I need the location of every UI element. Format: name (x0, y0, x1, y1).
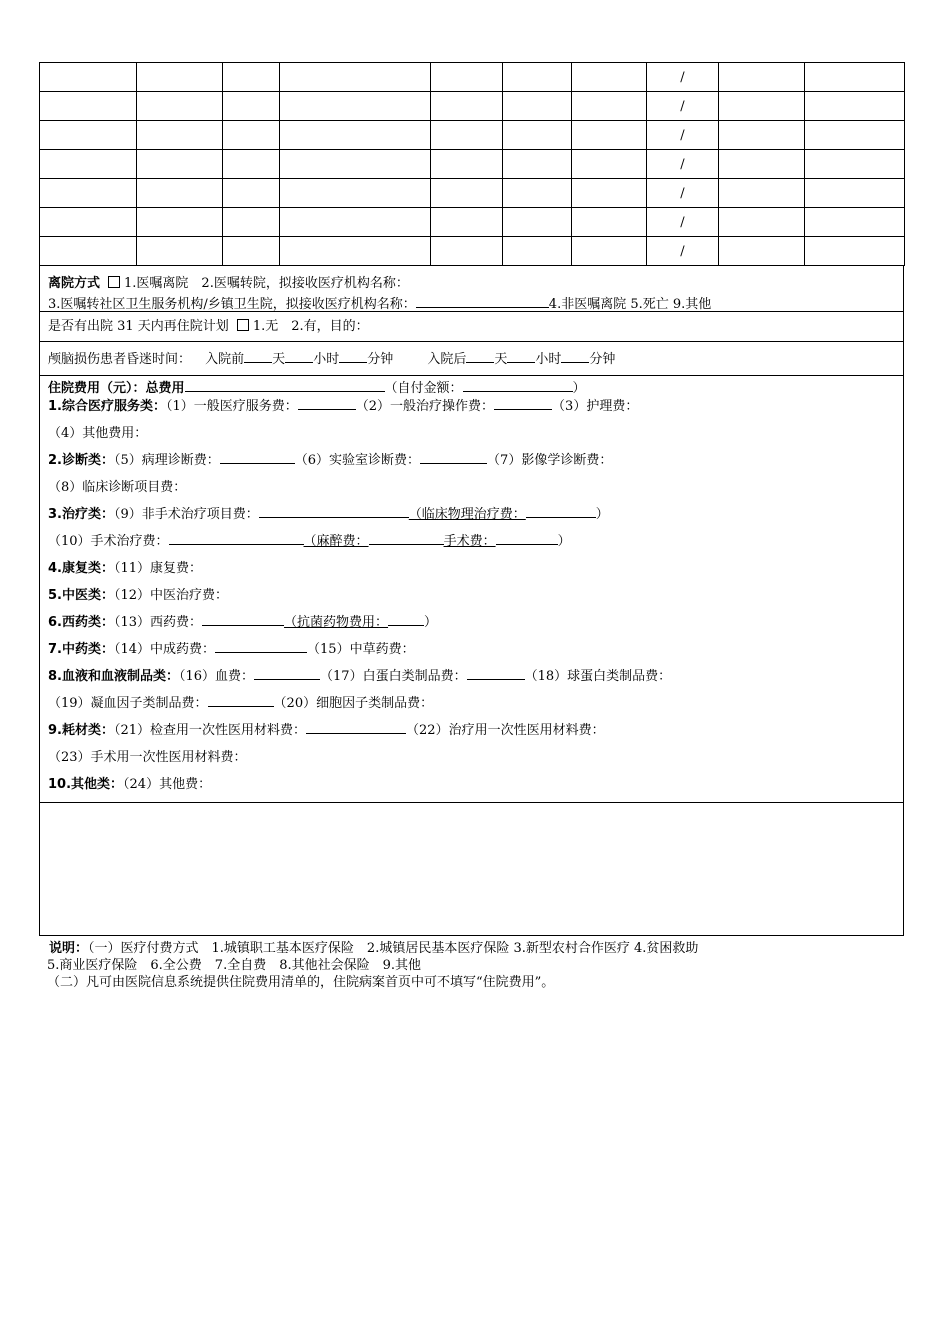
table-cell[interactable] (223, 150, 280, 179)
table-cell[interactable] (223, 63, 280, 92)
table-cell[interactable] (503, 208, 572, 237)
unit-day: 天 (494, 352, 508, 367)
self-pay-label: （自付金额： (384, 381, 463, 396)
table-cell[interactable] (280, 237, 431, 266)
exam-material-fee-field[interactable] (306, 718, 406, 734)
table-row (40, 179, 905, 208)
physical-therapy-fee-field[interactable] (526, 502, 596, 518)
pathology-fee-field[interactable] (220, 448, 295, 464)
table-cell[interactable] (719, 92, 805, 121)
unit-minute: 分钟 (589, 352, 616, 367)
fee-label: （24）其他费： (123, 777, 212, 792)
coma-after-days[interactable] (466, 347, 494, 363)
fee-label: （18）球蛋白类制品费： (524, 669, 672, 684)
discharge-options-2: 3.医嘱转社区卫生服务机构/乡镇卫生院，拟接收医疗机构名称： (48, 297, 416, 312)
unit-minute: 分钟 (367, 352, 394, 367)
paren-close: ） (595, 507, 609, 522)
fee-label: （7）影像学诊断费： (487, 453, 613, 468)
table-cell[interactable] (572, 121, 647, 150)
western-medicine-fee-field[interactable] (202, 610, 284, 626)
fee-label: （22）治疗用一次性医用材料费： (406, 723, 605, 738)
fee-label: （16）血费： (178, 669, 255, 684)
self-pay-field[interactable] (463, 376, 573, 392)
anesthesia-fee-field[interactable] (369, 529, 444, 545)
table-cell[interactable] (719, 63, 805, 92)
table-cell[interactable] (719, 208, 805, 237)
table-cell[interactable] (223, 179, 280, 208)
category-3-label: 3.治疗类： (48, 507, 114, 522)
operation-table (39, 62, 905, 266)
table-cell[interactable] (719, 237, 805, 266)
notes-line-2: 5.商业医疗保险 6.全公费 7.全自费 8.其他社会保险 9.其他 (47, 958, 422, 973)
unit-hour: 小时 (313, 352, 340, 367)
coma-after-label: 入院后 (427, 352, 467, 367)
table-cell[interactable] (572, 208, 647, 237)
notes-line-3: （二）凡可由医院信息系统提供住院费用清单的，住院病案首页中可不填写“住院费用”。 (47, 975, 555, 990)
category-6-label: 6.西药类： (48, 615, 114, 630)
readmission-question: 是否有出院 31 天内再住院计划 (48, 319, 229, 334)
table-cell[interactable] (431, 92, 503, 121)
fee-label: （14）中成药费： (113, 642, 216, 657)
fee-label: （6）实验室诊断费： (294, 453, 421, 468)
category-9-label: 9.耗材类： (48, 723, 114, 738)
coma-before-days[interactable] (244, 347, 272, 363)
coma-after-minutes[interactable] (561, 347, 589, 363)
readmission-checkbox[interactable] (237, 319, 249, 331)
category-10-label: 10.其他类： (48, 777, 124, 792)
fee-label: （2）一般治疗操作费： (355, 399, 495, 414)
table-cell[interactable] (572, 237, 647, 266)
fee-label: （麻醉费： (303, 534, 369, 549)
date-slash-cell[interactable]: / (647, 237, 719, 266)
table-cell[interactable] (137, 121, 223, 150)
table-cell[interactable] (503, 150, 572, 179)
table-cell[interactable] (572, 92, 647, 121)
table-cell[interactable] (503, 121, 572, 150)
table-cell[interactable] (137, 150, 223, 179)
table-cell[interactable] (572, 150, 647, 179)
table-cell[interactable] (719, 150, 805, 179)
operation-fee-field[interactable] (496, 529, 558, 545)
table-cell[interactable] (503, 237, 572, 266)
antibiotic-fee-field[interactable] (388, 610, 424, 626)
date-slash-cell[interactable]: / (647, 179, 719, 208)
table-cell[interactable] (805, 150, 905, 179)
medical-record-form (39, 62, 904, 936)
discharge-options-1: 1.医嘱离院 2.医嘱转院，拟接收医疗机构名称： (124, 276, 409, 291)
table-cell[interactable] (431, 150, 503, 179)
table-cell[interactable] (40, 63, 137, 92)
table-cell[interactable] (280, 63, 431, 92)
table-cell[interactable] (137, 179, 223, 208)
category-7-label: 7.中药类： (48, 642, 114, 657)
surgery-fee-field[interactable] (169, 529, 304, 545)
table-row (40, 150, 905, 179)
coma-label: 颅脑损伤患者昏迷时间： (48, 352, 192, 367)
table-cell[interactable] (280, 150, 431, 179)
notes-label: 说明： (49, 941, 89, 956)
table-cell[interactable] (137, 237, 223, 266)
table-cell[interactable] (431, 208, 503, 237)
table-cell[interactable] (40, 179, 137, 208)
readmission-section (39, 312, 904, 342)
table-cell[interactable] (40, 237, 137, 266)
notes (49, 940, 909, 991)
self-pay-close: ） (572, 381, 586, 396)
paren-close: ） (557, 534, 571, 549)
fee-label: （1）一般医疗服务费： (165, 399, 298, 414)
date-slash-cell[interactable]: / (647, 208, 719, 237)
category-1-label: 1.综合医疗服务类： (48, 399, 166, 414)
proprietary-chinese-medicine-field[interactable] (215, 637, 307, 653)
table-cell[interactable] (280, 208, 431, 237)
table-cell[interactable] (40, 92, 137, 121)
table-cell[interactable] (503, 179, 572, 208)
coma-before-hours[interactable] (285, 347, 313, 363)
coma-before-minutes[interactable] (339, 347, 367, 363)
treatment-operation-fee-field[interactable] (494, 394, 552, 410)
table-cell[interactable] (719, 179, 805, 208)
table-cell[interactable] (431, 121, 503, 150)
non-surgical-fee-field[interactable] (259, 502, 409, 518)
fee-label: （23）手术用一次性医用材料费： (48, 750, 247, 765)
table-row (40, 237, 905, 266)
table-cell[interactable] (805, 208, 905, 237)
fee-label: （10）手术治疗费： (48, 534, 169, 549)
fee-label: （抗菌药物费用： (284, 615, 389, 630)
table-row (40, 63, 905, 92)
table-cell[interactable] (223, 237, 280, 266)
fee-label: （5）病理诊断费： (113, 453, 220, 468)
table-cell[interactable] (280, 92, 431, 121)
table-cell[interactable] (503, 92, 572, 121)
fee-label: （15）中草药费： (307, 642, 415, 657)
paren-close: ） (424, 615, 438, 630)
fees-section (39, 376, 904, 803)
table-cell[interactable] (280, 179, 431, 208)
table-cell[interactable] (40, 150, 137, 179)
table-cell[interactable] (805, 92, 905, 121)
total-fee-label: 住院费用（元）：总费用 (48, 381, 185, 396)
category-8-label: 8.血液和血液制品类： (48, 669, 179, 684)
general-service-fee-field[interactable] (298, 394, 356, 410)
table-cell[interactable] (805, 179, 905, 208)
table-cell[interactable] (223, 121, 280, 150)
notes-line-1: （一）医疗付费方式 1.城镇职工基本医疗保险 2.城镇居民基本医疗保险 3.新型农村合作医疗 4.贫困救助 (88, 941, 699, 956)
discharge-options-3: 4.非医嘱离院 5.死亡 9.其他 (548, 297, 712, 312)
fee-label: （3）护理费： (552, 399, 639, 414)
blood-fee-field[interactable] (254, 664, 320, 680)
fee-label: （12）中医治疗费： (113, 588, 229, 603)
total-fee-field[interactable] (185, 376, 385, 392)
table-cell[interactable] (280, 121, 431, 150)
discharge-label: 离院方式 (48, 276, 101, 291)
date-slash-cell[interactable]: / (647, 121, 719, 150)
table-cell[interactable] (572, 63, 647, 92)
coagulation-factor-fee-field[interactable] (208, 691, 274, 707)
table-cell[interactable] (805, 121, 905, 150)
date-slash-cell[interactable]: / (647, 92, 719, 121)
table-cell[interactable] (805, 63, 905, 92)
fee-label: （4）其他费用： (48, 426, 148, 441)
table-cell[interactable] (719, 121, 805, 150)
table-cell[interactable] (137, 208, 223, 237)
lab-fee-field[interactable] (420, 448, 487, 464)
table-cell[interactable] (572, 179, 647, 208)
discharge-section (39, 266, 904, 312)
fee-label: （21）检查用一次性医用材料费： (113, 723, 307, 738)
fee-label: 手术费： (443, 534, 496, 549)
table-row (40, 208, 905, 237)
table-cell[interactable] (431, 237, 503, 266)
table-row (40, 92, 905, 121)
unit-hour: 小时 (535, 352, 562, 367)
table-row (40, 121, 905, 150)
coma-section (39, 342, 904, 376)
coma-before-label: 入院前 (205, 352, 245, 367)
table-cell[interactable] (40, 121, 137, 150)
fee-label: （20）细胞因子类制品费： (273, 696, 434, 711)
unit-day: 天 (272, 352, 286, 367)
table-cell[interactable] (431, 179, 503, 208)
table-cell[interactable] (431, 63, 503, 92)
discharge-checkbox[interactable] (108, 276, 120, 288)
table-cell[interactable] (40, 208, 137, 237)
category-4-label: 4.康复类： (48, 561, 114, 576)
fee-label: （17）白蛋白类制品费： (320, 669, 467, 684)
table-cell[interactable] (223, 208, 280, 237)
coma-after-hours[interactable] (507, 347, 535, 363)
fee-label: （临床物理治疗费： (408, 507, 526, 522)
date-slash-cell[interactable]: / (647, 63, 719, 92)
albumin-fee-field[interactable] (467, 664, 525, 680)
fee-label: （13）西药费： (113, 615, 203, 630)
table-cell[interactable] (503, 63, 572, 92)
fee-label: （11）康复费： (113, 561, 203, 576)
receiving-institution-field[interactable] (416, 292, 549, 308)
date-slash-cell[interactable]: / (647, 150, 719, 179)
blank-signature-area (39, 803, 904, 936)
fee-label: （19）凝血因子类制品费： (48, 696, 208, 711)
fee-label: （9）非手术治疗项目费： (113, 507, 259, 522)
category-5-label: 5.中医类： (48, 588, 114, 603)
table-cell[interactable] (805, 237, 905, 266)
readmission-options: 1.无 2.有，目的： (252, 319, 369, 334)
table-cell[interactable] (223, 92, 280, 121)
table-cell[interactable] (137, 63, 223, 92)
table-cell[interactable] (137, 92, 223, 121)
category-2-label: 2.诊断类： (48, 453, 114, 468)
fee-label: （8）临床诊断项目费： (48, 480, 187, 495)
